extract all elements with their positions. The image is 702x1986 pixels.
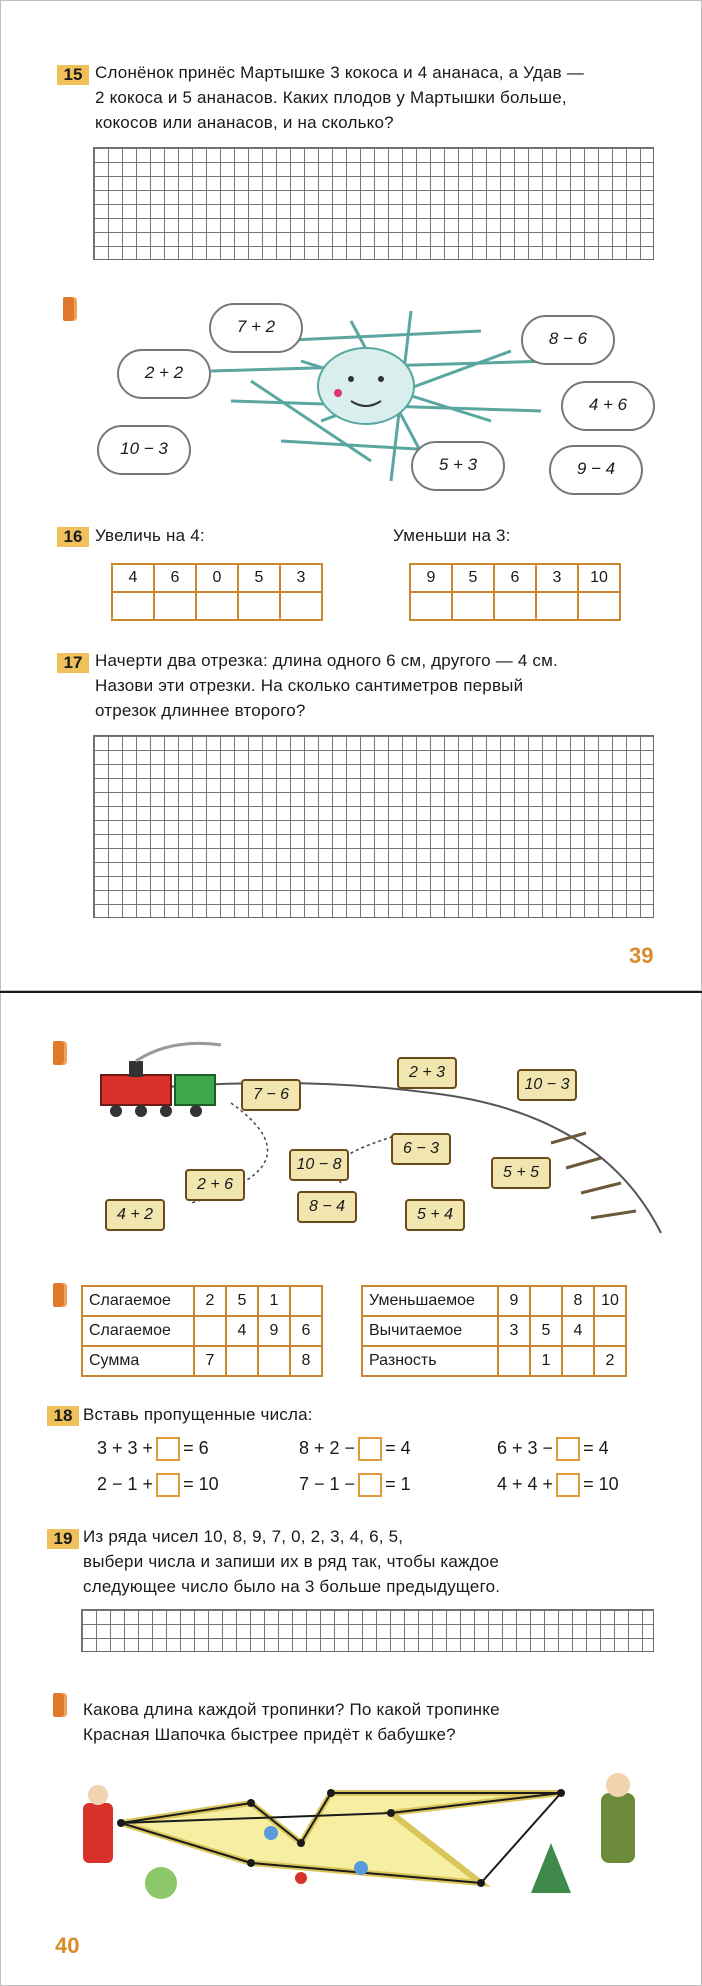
difference-table-cell[interactable]: 10 bbox=[594, 1286, 626, 1316]
task-19-line2: выбери числа и запиши их в ряд так, чтобы каждое bbox=[83, 1552, 500, 1571]
task-17-number: 17 bbox=[57, 653, 89, 673]
task-16-increase-label: Увеличь на 4: bbox=[95, 526, 205, 545]
sum-table bbox=[81, 1285, 323, 1377]
increase-answer-cell[interactable] bbox=[196, 592, 238, 620]
path-task-line1: Какова длина каждой тропинки? По какой тропинке bbox=[83, 1700, 500, 1719]
task-18-number: 18 bbox=[47, 1406, 79, 1426]
sum-table-cell[interactable] bbox=[258, 1346, 290, 1376]
decrease-table bbox=[409, 563, 621, 621]
task-19-answer-grid[interactable] bbox=[81, 1609, 654, 1652]
decrease-answer-cell[interactable] bbox=[578, 592, 620, 620]
sum-table-cell[interactable]: 5 bbox=[226, 1286, 258, 1316]
task-17-line2: Назови эти отрезки. На сколько сантиметров первый bbox=[95, 676, 524, 695]
task-15-number: 15 bbox=[57, 65, 89, 85]
task-17-line1: Начерти два отрезка: длина одного 6 см, другого — 4 см. bbox=[95, 651, 558, 670]
sum-table-cell[interactable]: 9 bbox=[258, 1316, 290, 1346]
difference-table-label: Уменьшаемое bbox=[362, 1286, 498, 1316]
difference-table-cell[interactable]: 8 bbox=[562, 1286, 594, 1316]
equation-4: 2 − 1 + = 10 bbox=[97, 1473, 219, 1497]
sum-table-label: Слагаемое bbox=[82, 1286, 194, 1316]
increase-cell: 0 bbox=[196, 564, 238, 592]
sum-table-cell[interactable] bbox=[290, 1286, 322, 1316]
decrease-answer-cell[interactable] bbox=[494, 592, 536, 620]
equation-5: 7 − 1 − = 1 bbox=[299, 1473, 411, 1497]
decrease-answer-cell[interactable] bbox=[452, 592, 494, 620]
missing-number-box[interactable] bbox=[358, 1437, 382, 1461]
difference-table-cell[interactable]: 3 bbox=[498, 1316, 530, 1346]
missing-number-box[interactable] bbox=[156, 1473, 180, 1497]
missing-number-box[interactable] bbox=[556, 1473, 580, 1497]
railway-illustration bbox=[81, 1033, 681, 1243]
page-number: 39 bbox=[629, 943, 654, 968]
difference-table-cell[interactable]: 1 bbox=[530, 1346, 562, 1376]
wagon: 2 + 3 bbox=[397, 1057, 457, 1089]
increase-cell: 3 bbox=[280, 564, 322, 592]
task-17-line3: отрезок длиннее второго? bbox=[95, 701, 306, 720]
task-16-decrease-label: Уменьши на 3: bbox=[393, 526, 511, 545]
increase-answer-cell[interactable] bbox=[238, 592, 280, 620]
task-18-title: Вставь пропущенные числа: bbox=[83, 1405, 313, 1424]
equation-3: 6 + 3 − = 4 bbox=[497, 1437, 609, 1461]
increase-cell: 4 bbox=[112, 564, 154, 592]
decrease-cell: 3 bbox=[536, 564, 578, 592]
cloud-7: 9 − 4 bbox=[549, 445, 643, 495]
sum-table-cell[interactable]: 6 bbox=[290, 1316, 322, 1346]
wagon: 8 − 4 bbox=[297, 1191, 357, 1223]
task-19-line3: следующее число было на 3 больше предыдущего. bbox=[83, 1577, 501, 1596]
book-icon bbox=[63, 297, 77, 321]
difference-table-cell[interactable] bbox=[498, 1346, 530, 1376]
task-16-number: 16 bbox=[57, 527, 89, 547]
task-15-answer-grid[interactable] bbox=[93, 147, 654, 260]
sum-table-label: Слагаемое bbox=[82, 1316, 194, 1346]
difference-table-cell[interactable]: 2 bbox=[594, 1346, 626, 1376]
cloud-2: 8 − 6 bbox=[521, 315, 615, 365]
difference-table-cell[interactable] bbox=[530, 1286, 562, 1316]
missing-number-box[interactable] bbox=[358, 1473, 382, 1497]
equation-1: 3 + 3 + = 6 bbox=[97, 1437, 209, 1461]
cloud-3: 2 + 2 bbox=[117, 349, 211, 399]
task-15-line3: кокосов или ананасов, и на сколько? bbox=[95, 113, 394, 132]
sum-table-cell[interactable]: 2 bbox=[194, 1286, 226, 1316]
task-19-line1: Из ряда чисел 10, 8, 9, 7, 0, 2, 3, 4, 6, 5, bbox=[83, 1527, 404, 1546]
sum-table-cell[interactable] bbox=[226, 1346, 258, 1376]
wagon: 6 − 3 bbox=[391, 1133, 451, 1165]
sum-table-cell[interactable]: 1 bbox=[258, 1286, 290, 1316]
equation-6: 4 + 4 + = 10 bbox=[497, 1473, 619, 1497]
increase-answer-cell[interactable] bbox=[112, 592, 154, 620]
cloud-4: 4 + 6 bbox=[561, 381, 655, 431]
decrease-cell: 9 bbox=[410, 564, 452, 592]
increase-cell: 5 bbox=[238, 564, 280, 592]
increase-answer-cell[interactable] bbox=[154, 592, 196, 620]
decrease-answer-cell[interactable] bbox=[410, 592, 452, 620]
wagon: 4 + 2 bbox=[105, 1199, 165, 1231]
wagon: 2 + 6 bbox=[185, 1169, 245, 1201]
wagon: 10 − 8 bbox=[289, 1149, 349, 1181]
decrease-cell: 5 bbox=[452, 564, 494, 592]
increase-answer-cell[interactable] bbox=[280, 592, 322, 620]
task-17-answer-grid[interactable] bbox=[93, 735, 654, 918]
path-task-line2: Красная Шапочка быстрее придёт к бабушке? bbox=[83, 1725, 456, 1744]
increase-cell: 6 bbox=[154, 564, 196, 592]
cloud-1: 7 + 2 bbox=[209, 303, 303, 353]
wagon: 7 − 6 bbox=[241, 1079, 301, 1111]
cloud-6: 5 + 3 bbox=[411, 441, 505, 491]
difference-table-cell[interactable] bbox=[594, 1316, 626, 1346]
wagon: 10 − 3 bbox=[517, 1069, 577, 1101]
equation-2: 8 + 2 − = 4 bbox=[299, 1437, 411, 1461]
forest-path-illustration bbox=[61, 1763, 661, 1913]
difference-table-label: Разность bbox=[362, 1346, 498, 1376]
sum-table-cell[interactable]: 7 bbox=[194, 1346, 226, 1376]
sum-table-cell[interactable]: 4 bbox=[226, 1316, 258, 1346]
difference-table-cell[interactable]: 9 bbox=[498, 1286, 530, 1316]
decrease-cell: 10 bbox=[578, 564, 620, 592]
decrease-cell: 6 bbox=[494, 564, 536, 592]
sum-table-cell[interactable]: 8 bbox=[290, 1346, 322, 1376]
page-39 bbox=[0, 0, 702, 991]
sum-table-label: Сумма bbox=[82, 1346, 194, 1376]
sum-table-cell[interactable] bbox=[194, 1316, 226, 1346]
difference-table-cell[interactable]: 5 bbox=[530, 1316, 562, 1346]
wagon: 5 + 4 bbox=[405, 1199, 465, 1231]
task-19-number: 19 bbox=[47, 1529, 79, 1549]
missing-number-box[interactable] bbox=[556, 1437, 580, 1461]
missing-number-box[interactable] bbox=[156, 1437, 180, 1461]
task-15-line2: 2 кокоса и 5 ананасов. Каких плодов у Мартышки больше, bbox=[95, 88, 567, 107]
cloud-5: 10 − 3 bbox=[97, 425, 191, 475]
book-icon bbox=[53, 1041, 67, 1065]
page-number: 40 bbox=[55, 1933, 80, 1958]
difference-table-cell[interactable] bbox=[562, 1346, 594, 1376]
difference-table-cell[interactable]: 4 bbox=[562, 1316, 594, 1346]
page-40 bbox=[0, 993, 702, 1986]
increase-table bbox=[111, 563, 323, 621]
book-icon bbox=[53, 1283, 67, 1307]
difference-table bbox=[361, 1285, 627, 1377]
wagon: 5 + 5 bbox=[491, 1157, 551, 1189]
book-icon bbox=[53, 1693, 67, 1717]
task-15-line1: Слонёнок принёс Мартышке 3 кокоса и 4 ананаса, а Удав — bbox=[95, 63, 584, 82]
decrease-answer-cell[interactable] bbox=[536, 592, 578, 620]
difference-table-label: Вычитаемое bbox=[362, 1316, 498, 1346]
